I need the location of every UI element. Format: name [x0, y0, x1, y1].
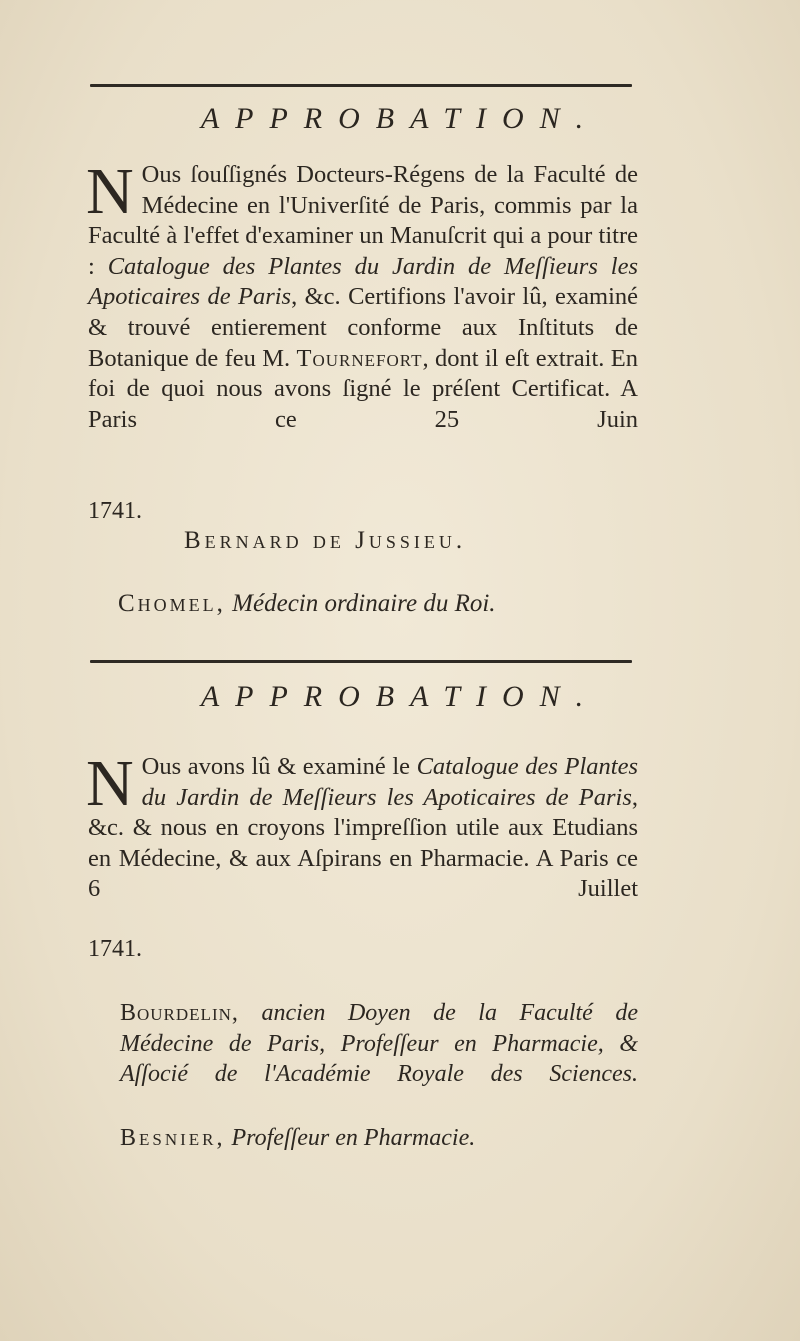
approval1-text-part-3: , dont il eſt extrait. En foi de quoi nous avons ſigné le préſent Certificat. A Paris ce 25 Juin — [88, 344, 638, 433]
signer-jussieu: Bernard de Jussieu. — [184, 527, 467, 554]
approval1-catalogue-title: Catalogue des Plantes du Jardin de Meſſieurs les Apoticaires de Paris — [88, 252, 638, 311]
approval-heading-2: APPROBATION. — [200, 680, 600, 713]
besnier-title: Profeſſeur en Pharmacie. — [231, 1125, 476, 1151]
approval-text-1 — [86, 155, 638, 435]
bourdelin-name: Bourdelin, — [120, 1000, 239, 1026]
approval1-text-part-2: , &c. Certifions l'avoir lû, examiné & trouvé entierement conforme aux Inſtituts de Botanique de feu M. — [88, 283, 638, 372]
signer-besnier — [120, 1125, 475, 1152]
bourdelin-title: ancien Doyen de la Faculté de Médecine de Paris, Profeſſeur en Pharmacie, & Aſſocié de l'Académie Royale des Sciences. — [120, 1000, 639, 1088]
approval2-text-part-2: , &c. & nous en croyons l'impreſſion utile aux Etudians en Médecine, & aux Aſpirans en Pharmacie. A Paris ce 6 Juillet — [88, 783, 638, 903]
besnier-name: Besnier, — [120, 1125, 226, 1151]
approval2-text-part-1: Ous avons lû & examiné le — [141, 753, 417, 780]
chomel-name: Chomel, — [118, 590, 226, 617]
approval2-year: 1741. — [88, 936, 142, 962]
top-rule — [90, 84, 632, 87]
approval1-year: 1741. — [88, 498, 142, 524]
approval-heading-1: APPROBATION. — [200, 102, 600, 135]
dropcap-1: N — [86, 155, 134, 228]
approval1-text-part-1: Ous ſouſſignés Docteurs-Régens de la Faculté de Médecine en l'Univerſité de Paris, commis par la Faculté à l'effet d'examiner un Manuſcrit qui a pour titre : — [88, 161, 638, 280]
approval2-catalogue-title: Catalogue des Plantes du Jardin de Meſſieurs les Apoticaires de Paris — [141, 753, 638, 811]
chomel-title: Médecin ordinaire du Roi. — [232, 590, 496, 617]
approval1-tournefort: Tournefort — [296, 344, 423, 372]
middle-rule — [90, 660, 632, 663]
signer-bourdelin — [120, 998, 638, 1090]
approval-text-2 — [86, 747, 638, 905]
signer-chomel — [118, 590, 496, 618]
dropcap-2: N — [86, 747, 134, 820]
